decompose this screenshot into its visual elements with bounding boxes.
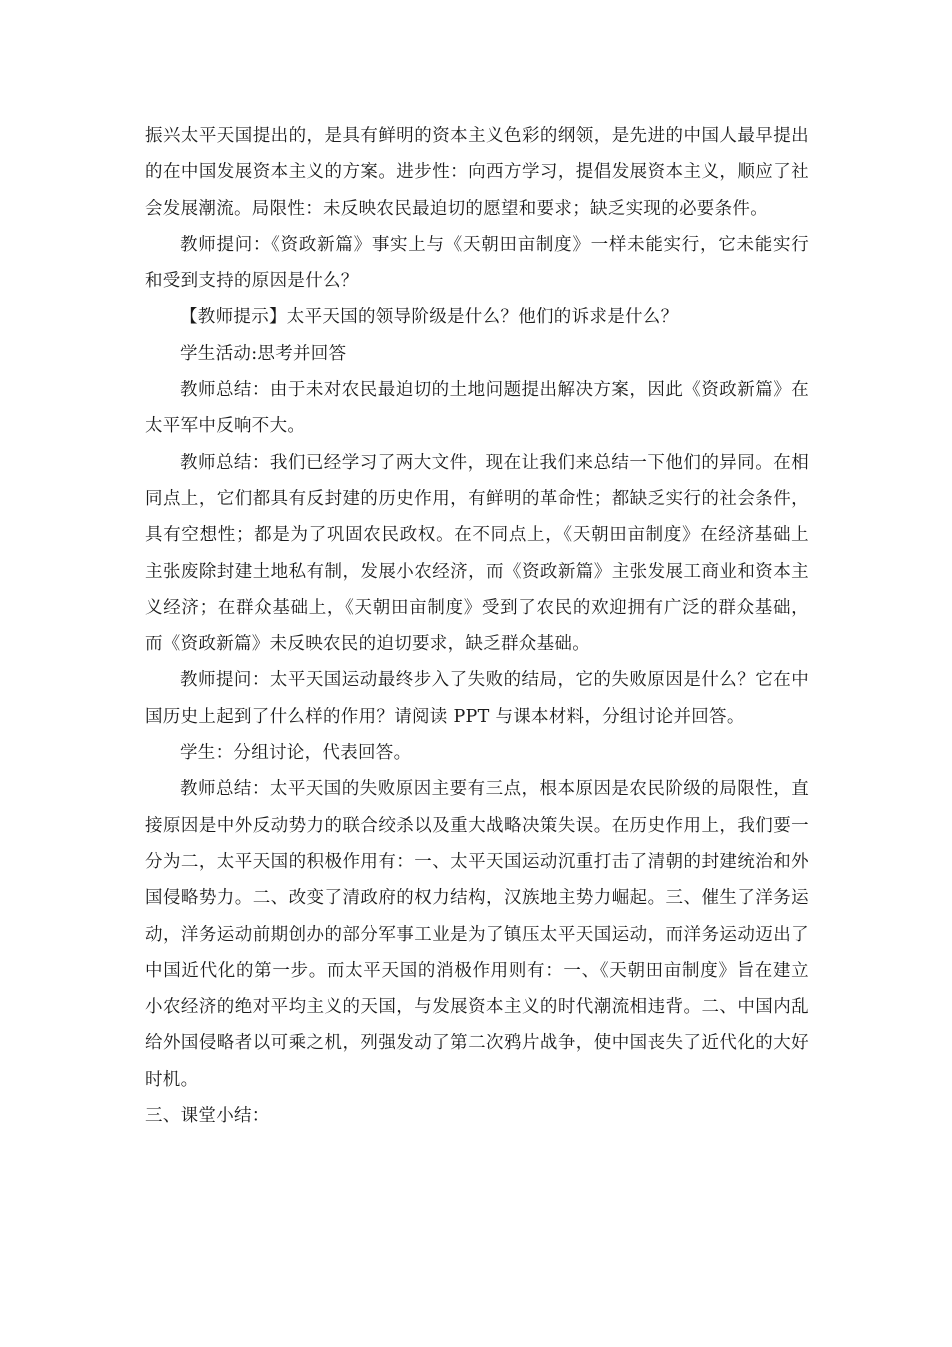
paragraph-student-activity: 学生活动:思考并回答 bbox=[180, 343, 347, 364]
document-body bbox=[145, 118, 809, 1134]
paragraph-teacher-summary-failure: 教师总结：太平天国的失败原因主要有三点，根本原因是农民阶级的局限性，直接原因是中外反动势力的联合绞杀以及重大战略决策失误。在历史作用上，我们要一分为二，太平天国的积极作用有：一、太平天国运动沉重打击了清朝的封建统治和外国侵略势力。二、改变了清政府的权力结构，汉族地主势力崛起。三、催生了洋务运动，洋务运动前期创办的部分军事工业是为了镇压太平天国运动，而洋务运动迈出了中国近代化的第一步。而太平天国的消极作用则有：一、《天朝田亩制度》旨在建立小农经济的绝对平均主义的天国，与发展资本主义的时代潮流相违背。二、中国内乱给外国侵略者以可乘之机，列强发动了第二次鸦片战争，使中国丧失了近代化的大好时机。 bbox=[145, 779, 809, 1090]
paragraph-teacher-hint: 【教师提示】太平天国的领导阶级是什么？他们的诉求是什么？ bbox=[180, 307, 679, 328]
paragraph-student-discussion: 学生：分组讨论，代表回答。 bbox=[180, 743, 412, 764]
paragraph-teacher-summary: 教师总结：由于未对农民最迫切的土地问题提出解决方案，因此《资政新篇》在太平军中反响不大。 bbox=[145, 380, 809, 437]
paragraph-teacher-summary-comparison: 教师总结：我们已经学习了两大文件，现在让我们来总结一下他们的异同。在相同点上，它们都具有反封建的历史作用，有鲜明的革命性；都缺乏实行的社会条件，具有空想性；都是为了巩固农民政权。在不同点上，《天朝田亩制度》在经济基础上主张废除封建土地私有制，发展小农经济，而《资政新篇》主张发展工商业和资本主义经济；在群众基础上，《天朝田亩制度》受到了农民的欢迎拥有广泛的群众基础，而《资政新篇》未反映农民的迫切要求，缺乏群众基础。 bbox=[145, 452, 809, 655]
section-heading-class-summary: 三、课堂小结： bbox=[145, 1106, 270, 1127]
paragraph-teacher-question: 教师提问：《资政新篇》事实上与《天朝田亩制度》一样未能实行，它未能实行和受到支持的原因是什么？ bbox=[145, 234, 809, 292]
paragraph-continuation: 振兴太平天国提出的，是具有鲜明的资本主义色彩的纲领，是先进的中国人最早提出的在中国发展资本主义的方案。进步性：向西方学习，提倡发展资本主义，顺应了社会发展潮流。局限性：未反映农民最迫切的愿望和要求；缺乏实现的必要条件。 bbox=[145, 126, 809, 219]
paragraph-teacher-question-failure: 教师提问：太平天国运动最终步入了失败的结局，它的失败原因是什么？它在中国历史上起到了什么样的作用？请阅读 PPT 与课本材料，分组讨论并回答。 bbox=[145, 670, 809, 727]
